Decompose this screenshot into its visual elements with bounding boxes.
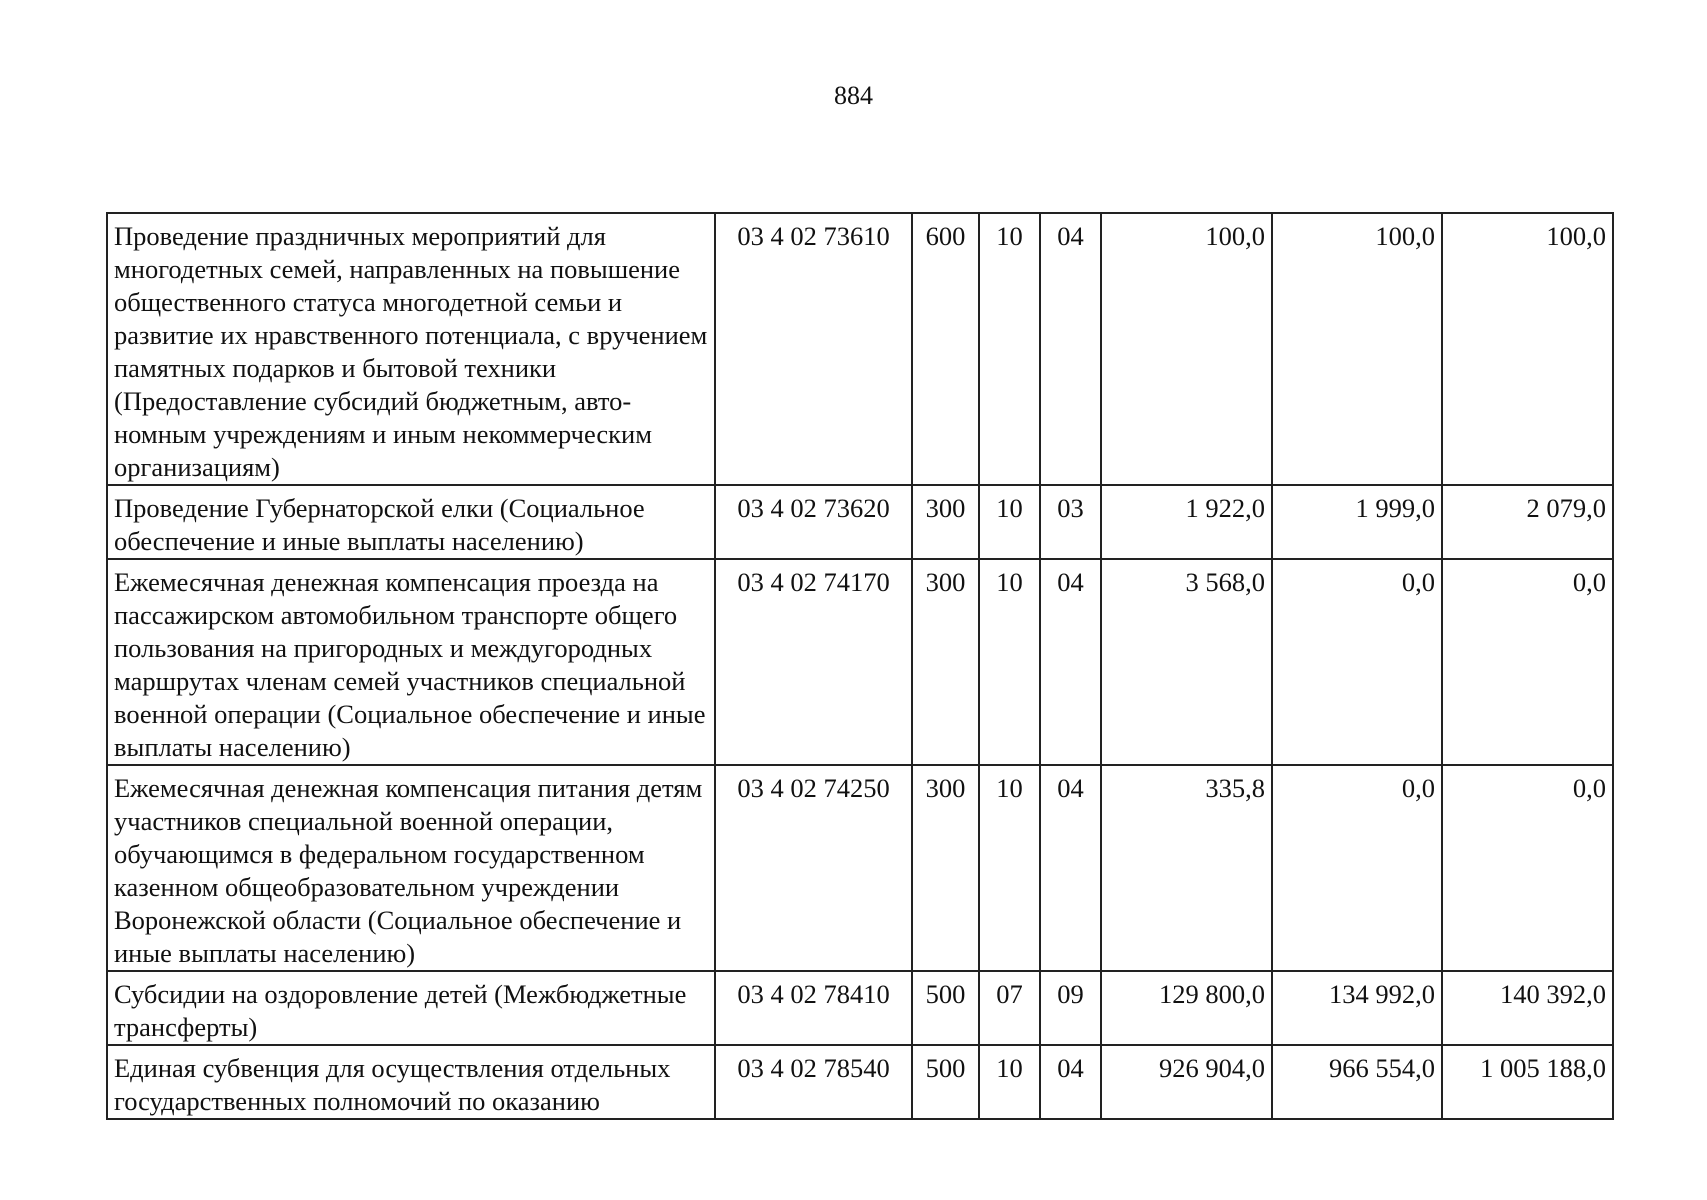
amount-year-3-cell: 100,0 bbox=[1442, 213, 1613, 485]
table-row bbox=[107, 971, 1613, 1045]
subsection-cell: 04 bbox=[1040, 213, 1101, 485]
amount-year-3-cell: 140 392,0 bbox=[1442, 971, 1613, 1045]
target-article-code-cell: 03 4 02 73620 bbox=[715, 485, 912, 559]
expense-name-cell: Единая субвенция для осуществления отдельных государственных полномочий по оказанию bbox=[107, 1045, 715, 1119]
expense-type-cell: 500 bbox=[912, 1045, 979, 1119]
subsection-cell: 04 bbox=[1040, 559, 1101, 765]
target-article-code-cell: 03 4 02 78540 bbox=[715, 1045, 912, 1119]
amount-year-1-cell: 335,8 bbox=[1101, 765, 1272, 971]
section-cell: 10 bbox=[979, 1045, 1040, 1119]
section-cell: 10 bbox=[979, 213, 1040, 485]
amount-year-3-cell: 1 005 188,0 bbox=[1442, 1045, 1613, 1119]
amount-year-2-cell: 100,0 bbox=[1272, 213, 1442, 485]
subsection-cell: 03 bbox=[1040, 485, 1101, 559]
section-cell: 10 bbox=[979, 765, 1040, 971]
target-article-code-cell: 03 4 02 73610 bbox=[715, 213, 912, 485]
amount-year-1-cell: 100,0 bbox=[1101, 213, 1272, 485]
table-row bbox=[107, 485, 1613, 559]
target-article-code-cell: 03 4 02 74250 bbox=[715, 765, 912, 971]
section-cell: 10 bbox=[979, 485, 1040, 559]
table-row bbox=[107, 559, 1613, 765]
expense-name-cell: Проведение Губернаторской елки (Социальное обеспечение и иные выплаты населению) bbox=[107, 485, 715, 559]
amount-year-3-cell: 0,0 bbox=[1442, 765, 1613, 971]
amount-year-3-cell: 2 079,0 bbox=[1442, 485, 1613, 559]
page-number: 884 bbox=[834, 81, 873, 110]
expense-type-cell: 300 bbox=[912, 485, 979, 559]
amount-year-2-cell: 134 992,0 bbox=[1272, 971, 1442, 1045]
expense-type-cell: 600 bbox=[912, 213, 979, 485]
expense-type-cell: 500 bbox=[912, 971, 979, 1045]
budget-table bbox=[106, 212, 1614, 1120]
target-article-code-cell: 03 4 02 78410 bbox=[715, 971, 912, 1045]
section-cell: 10 bbox=[979, 559, 1040, 765]
subsection-cell: 04 bbox=[1040, 1045, 1101, 1119]
amount-year-2-cell: 0,0 bbox=[1272, 559, 1442, 765]
amount-year-3-cell: 0,0 bbox=[1442, 559, 1613, 765]
target-article-code-cell: 03 4 02 74170 bbox=[715, 559, 912, 765]
subsection-cell: 04 bbox=[1040, 765, 1101, 971]
table-row bbox=[107, 765, 1613, 971]
amount-year-2-cell: 966 554,0 bbox=[1272, 1045, 1442, 1119]
amount-year-2-cell: 1 999,0 bbox=[1272, 485, 1442, 559]
amount-year-1-cell: 926 904,0 bbox=[1101, 1045, 1272, 1119]
expense-type-cell: 300 bbox=[912, 559, 979, 765]
amount-year-1-cell: 3 568,0 bbox=[1101, 559, 1272, 765]
section-cell: 07 bbox=[979, 971, 1040, 1045]
expense-name-cell: Субсидии на оздоровление детей (Межбюджетные трансферты) bbox=[107, 971, 715, 1045]
expense-name-cell: Проведение праздничных мероприятий для многодетных семей, направленных на повышение общественного статуса многодетной семьи и развитие их нравственного потенциала, с вручением памятных подарков и бытовой техники (Предоставление субсидий бюджетным, автономным учреждениям и иным некоммерческим организациям) bbox=[107, 213, 715, 485]
amount-year-1-cell: 129 800,0 bbox=[1101, 971, 1272, 1045]
amount-year-1-cell: 1 922,0 bbox=[1101, 485, 1272, 559]
expense-type-cell: 300 bbox=[912, 765, 979, 971]
table-row bbox=[107, 213, 1613, 485]
table-row bbox=[107, 1045, 1613, 1119]
expense-name-cell: Ежемесячная денежная компенсация проезда на пассажирском автомобильном транспорте общего пользования на пригородных и междугородных маршрутах членам семей участников специальной военной операции (Социальное обеспечение и иные выплаты населению) bbox=[107, 559, 715, 765]
expense-name-cell: Ежемесячная денежная компенсация питания детям участников специальной военной операции, обучающимся в федеральном государственном казенном общеобразовательном учреждении Воронежской области (Социальное обеспечение и иные выплаты населению) bbox=[107, 765, 715, 971]
subsection-cell: 09 bbox=[1040, 971, 1101, 1045]
table-body bbox=[107, 213, 1613, 1119]
amount-year-2-cell: 0,0 bbox=[1272, 765, 1442, 971]
